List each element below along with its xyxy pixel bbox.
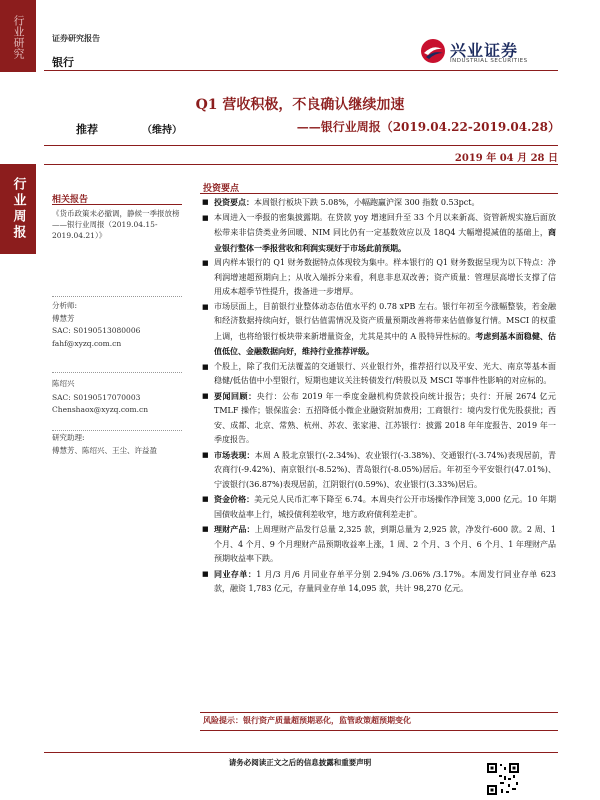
date-divider [44,164,558,165]
risk-divider [200,730,558,731]
list-item: ■ 投资要点：本周银行板块下跌 5.08%，小幅跑赢沪深 300 指数 0.53pct。 [202,195,556,211]
analyst-name: 傅慧芳 [52,313,75,323]
logo-emblem-icon [420,38,446,64]
analyst-divider [52,296,182,297]
analyst-card [52,378,192,417]
list-item: ■ 市场层面上，目前银行业整体动态估值水平约 0.78 xPB 左右。银行年初至今涨幅整装，若金融和经济数据持续向好，银行估值需情况及资产质量预期改善将带来估值修复行情。MSCI 的权重上调，也将给银行板块带来新增量资金，尤其是其中的 A 股特异性标的。考虑到基本面稳健、估值低位、金融数据向好，维持行业推荐评级。 [202,300,556,360]
analyst-card [52,300,192,350]
research-assistants [52,432,192,457]
related-divider [52,204,182,205]
rating-label: 推荐 [76,123,98,136]
logo-english-name: INDUSTRIAL SECURITIES [450,58,528,64]
list-item: ■ 周内样本银行的 Q1 财务数据特点体现较为集中。样本银行的 Q1 财务数据呈现为以下特点：净利润增速超预期向上；从收入端拆分来看，利息非息双改善；资产质量：管理层高增长支撑了信用成本超季节性提升，拨备进一步增厚。 [202,256,556,300]
list-item: ■ 同业存单：1 月/3 月/6 月同业存单平分别 2.94% /3.06% /3.17%。本周发行同业存单 623 款，融资 1,783 亿元，存量同业存单 14,095 款，共计 98,270 亿元。 [202,567,556,597]
rating-change: （维持） [142,125,182,136]
analyst-divider [52,372,182,373]
risk-divider [200,712,558,713]
analyst-sac: SAC: S0190517070003 [52,392,141,402]
report-subtitle: ——银行业周报（2019.04.22-2019.04.28） [296,120,560,134]
risk-warning: 风险提示：银行资产质量超预期恶化，监管政策超预期变化 [203,715,411,725]
header-divider [44,70,558,71]
report-title: Q1 营收积极，不良确认继续加速 [195,97,405,113]
research-assistants-label: 研究助理: [52,433,85,442]
related-reports-heading: 相关报告 [52,195,89,205]
title-divider [44,145,558,146]
sidebar-category-tag: 行业研究 [0,0,36,72]
research-assistants-names: 傅慧芳、陈绍兴、王尘、许益盈 [52,445,157,455]
industry-category: 银行 [52,56,74,69]
points-divider [200,193,558,194]
related-report-link[interactable]: 《货币政策未必撤调，静候一季报放榜——银行业周报（2019.04.15-2019.04.21）》 [52,209,180,240]
list-item: ■ 资金价格：美元兑人民币汇率下降至 6.74。本周央行公开市场操作净回笼 3,000 亿元。10 年期国债收益率上行，城投债利差收窄，地方政府债利差走扩。 [202,492,556,522]
list-item: ■ 个股上，除了我们无法覆盖的交通银行、兴业银行外，推荐招行以及平安、光大、南京等基本面稳健/低估值中小型银行，短期也建议关注转债发行/转股以及 MSCI 等事件性影响的对应标的。 [202,360,556,389]
list-item: ■ 市场表现：本周 A 股北京银行(-2.34%)、农业银行(-3.38%)、交通银行(-3.74%)表现居前，青农商行(-9.42%)、南京银行(-8.52%)、青岛银行(-8.05%)居后。年初至今平安银行(47.01%)、宁波银行(36.87%)表现居前，江阴银行(0.59%)、农业银行(3.33%)居后。 [202,448,556,493]
sidebar-report-type-tag: 行业周报 [0,164,36,254]
list-item: ■ 要闻回顾：央行：公布 2019 年一季度金融机构贷款投向统计报告；央行：开展 2674 亿元 TMLF 操作；银保监会：五招降低小微企业融资附加费用；工商银行：境内发行优先股获批；西安、成都、北京、常熟、杭州、苏农、张家港、江苏银行：披露 2018 年年度报告、2019 年一季度报告。 [202,389,556,448]
report-date: 2019 年 04 月 28 日 [454,153,558,164]
list-item: ■ 本周进入一季报的密集披露期。在贷款 yoy 增速回升至 33 个月以来新高、资管新规实施后面放松带来非信贷类业务回暖、NIM 同比仍有一定基数效应以及 18Q4 大幅增提减值的基础上，商业银行整体一季报营收和利润实现好于市场此前预期。 [202,211,556,257]
analyst-role: 分析师: [52,301,78,310]
analyst-email[interactable]: Chenshaox@xyzq.com.cn [52,405,149,414]
report-type-label: 证券研究报告 [52,33,100,43]
disclaimer-footer: 请务必阅读正文之后的信息披露和重要声明 [228,758,372,767]
investment-points-list [202,195,556,597]
qr-code-icon [486,762,520,796]
investment-points-heading: 投资要点 [203,184,240,194]
company-logo [420,38,560,68]
logo-chinese-name: 兴业证券 [450,41,519,60]
analyst-email[interactable]: fahf@xyzq.com.cn [52,338,122,348]
analyst-name: 陈绍兴 [52,379,75,388]
list-item: ■ 理财产品：上周理财产品发行总量 2,325 款，到期总量为 2,925 款，净发行-600 款。2 周、1 个月、4 个月、9 个月理财产品预期收益率上涨，1 周、2 个月、3 个月、6 个月、1 年理财产品预期收益率下跌。 [202,522,556,567]
footer-divider [44,752,558,753]
analyst-divider [52,430,182,431]
analyst-sac: SAC: S0190513080006 [52,326,141,335]
